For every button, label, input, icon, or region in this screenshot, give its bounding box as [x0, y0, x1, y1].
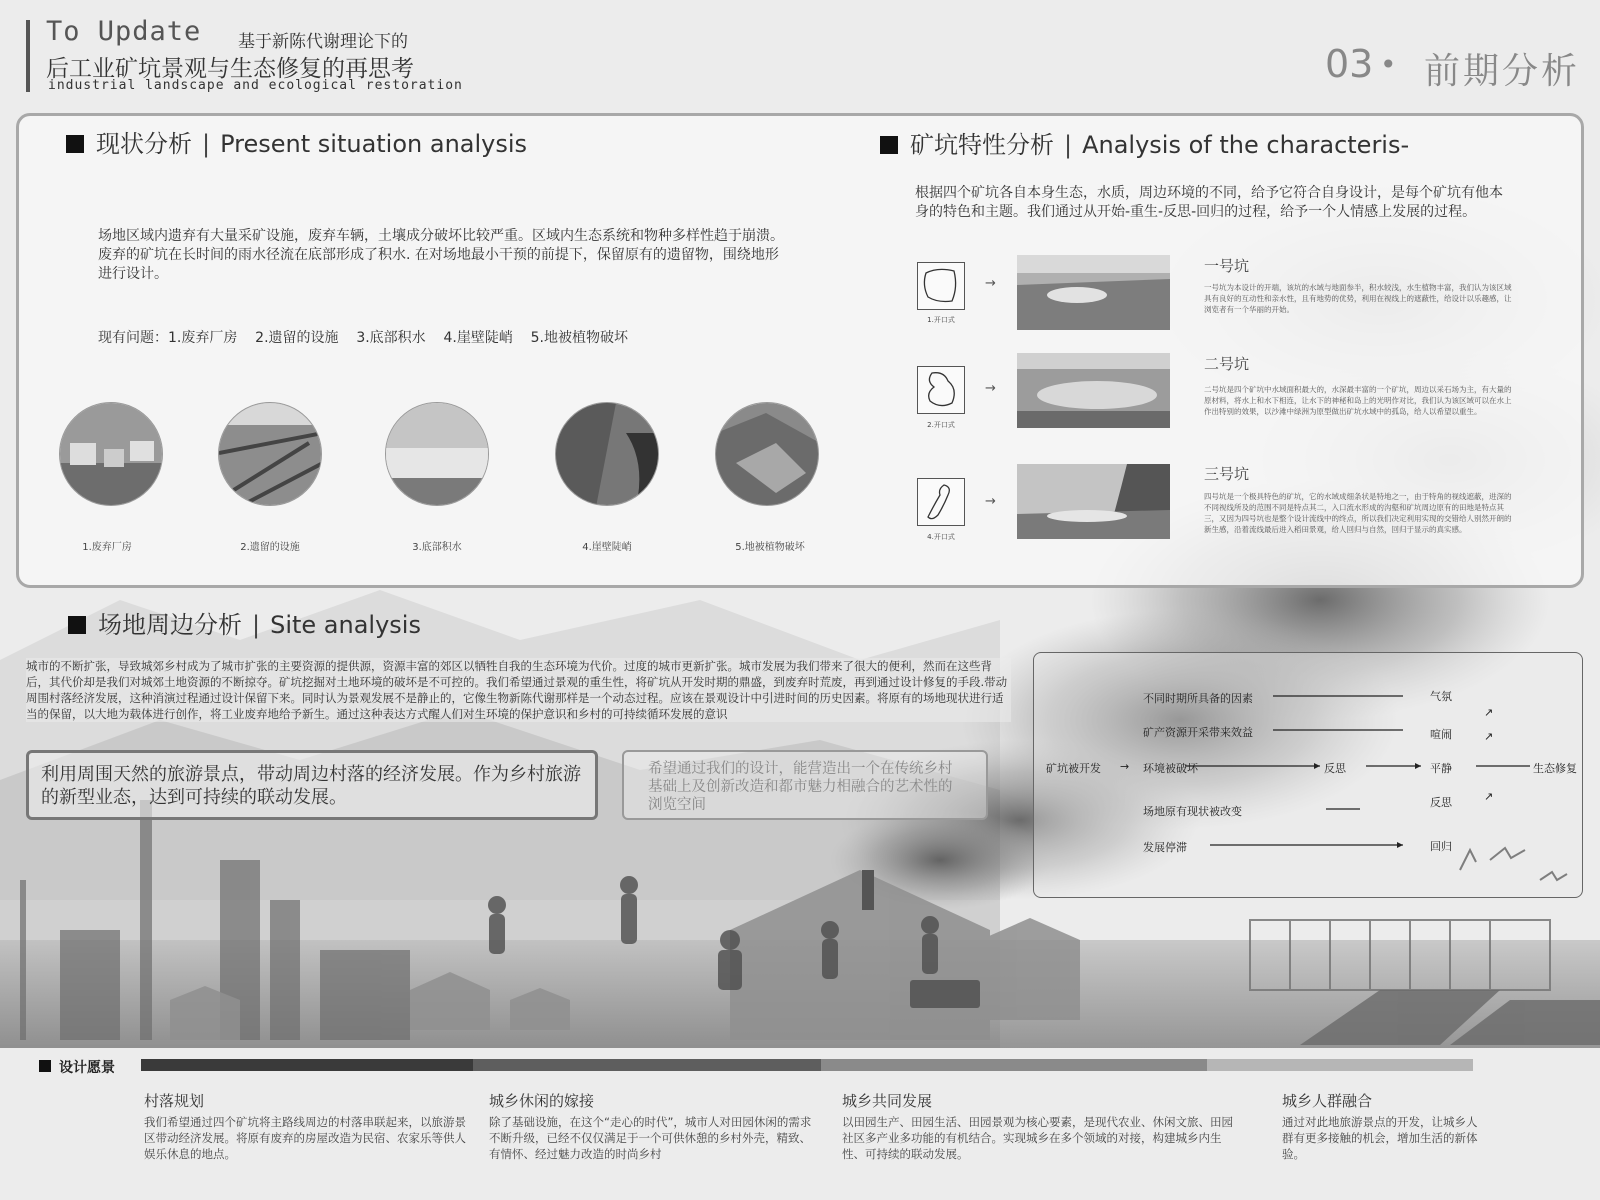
site-title-sep: |: [252, 611, 261, 639]
photo-remaining-facilities: [218, 402, 322, 506]
flow-row-5: 发展停滞: [1143, 841, 1187, 854]
site-highlight-box: 利用周围天然的旅游景点，带动周边村落的经济发展。作为乡村旅游的新型业态，达到可持续的联动发展。: [26, 750, 598, 820]
flow-right-3: 平静: [1430, 762, 1452, 775]
pit-2-text: 二号坑是四个矿坑中水域面积最大的，水深最丰富的一个矿坑，周边以采石场为主，有大量的原材料，将水上和水下相连，让水下的神秘和岛上的光明作对比，我们认为该区域可以在水上作出特别的效果，以沙滩中绿洲为原型做出矿坑水域中的孤岛，给人以希望以重生。: [1204, 385, 1512, 416]
flow-row-4: 场地原有现状被改变: [1143, 805, 1242, 818]
vision-bar-4: [1207, 1059, 1473, 1071]
flow-mid: 反思: [1324, 762, 1346, 775]
flow-end: 生态修复: [1533, 762, 1577, 775]
pit-3-text: 四号坑是一个极具特色的矿坑，它的水域成细条状是特地之一，由于特角的视线遮蔽，进深的不同视线所及的范围不同是特点其二，入口流水形成的沟壑和矿坑周边原有的田地是特点其三，又因为四号坑也是整个设计流线中的终点，所以我们决定利用实现的交错给人别然开朗的新生感，沿着流线最后进入稻田景观，给人回归与自然，回归于显示的真实感。: [1204, 492, 1512, 534]
vision-heading: [39, 1057, 115, 1077]
flow-right-4: 反思: [1430, 796, 1452, 809]
vision-col-4-title: 城乡人群融合: [1282, 1092, 1373, 1110]
character-paragraph: 根据四个矿坑各自本身生态，水质，周边环境的不同，给予它符合自身设计，是每个矿坑有他本身的特色和主题。我们通过从开始-重生-反思-回归的过程，给予一个人情感上发展的过程。: [915, 185, 1503, 220]
flow-small-arrow-2: ↗: [1484, 730, 1494, 743]
section-dot: •: [1380, 48, 1397, 81]
pit-2-caption: 2.开口式: [927, 421, 955, 429]
flow-start: 矿坑被开发: [1046, 762, 1101, 775]
vision-heading-text: 设计愿景: [59, 1060, 115, 1076]
vision-bar-2: [473, 1059, 821, 1071]
flow-small-arrow-3: ↗: [1484, 790, 1494, 803]
present-paragraph: 场地区域内遗弃有大量采矿设施，废弃车辆，土壤成分破坏比较严重。区域内生态系统和物种多样性趋于崩溃。 废弃的矿坑在长时间的雨水径流在底部形成了积水. 在对场地最小干预的前提下，保留原有的遗留物，围绕地形进行设计。: [98, 228, 784, 282]
photo-label-5: 5.地被植物破坏: [735, 542, 805, 553]
photo-abandoned-factory: [59, 402, 163, 506]
photo-label-3: 3.底部积水: [412, 542, 462, 553]
flow-right-5: 回归: [1430, 840, 1452, 853]
section-title: 前期分析: [1424, 51, 1581, 92]
present-title-cn: 现状分析: [96, 130, 192, 158]
flow-small-arrow-1: ↗: [1484, 706, 1494, 719]
photo-ground-vegetation: [715, 402, 819, 506]
header-subtitle: 基于新陈代谢理论下的: [238, 32, 408, 52]
vision-bar-3: [821, 1059, 1207, 1071]
pit-1-caption: 1.开口式: [927, 316, 955, 324]
photo-bottom-water: [385, 402, 489, 506]
flow-connectors: [1033, 652, 1583, 898]
vision-col-2-text: 除了基础设施，在这个“走心的时代”，城市人对田园休闲的需求不断升级，已经不仅仅满足于一个可供休憩的乡村外壳，精致、有情怀、经过魅力改造的时尚乡村: [489, 1115, 812, 1161]
present-issues: 现有问题：1.废弃厂房 2.遗留的设施 3.底部积水 4.崖壁陡峭 5.地被植物破坏: [98, 330, 628, 346]
vision-col-1-title: 村落规划: [144, 1092, 205, 1110]
vision-bar-1: [141, 1059, 473, 1071]
site-title-cn: 场地周边分析: [98, 611, 242, 639]
header-bar: [26, 20, 30, 92]
character-title-sep: |: [1064, 131, 1073, 159]
pit-2-photo: [1017, 353, 1170, 428]
present-title-sep: |: [202, 130, 211, 158]
flow-row-2: 矿产资源开采带来效益: [1143, 726, 1253, 739]
square-bullet-icon: [880, 136, 898, 154]
photo-label-4: 4.崖壁陡峭: [582, 542, 632, 553]
pit-3-arrow: →: [985, 494, 996, 509]
vision-col-4-text: 通过对此地旅游景点的开发，让城乡人群有更多接触的机会，增加生活的新体验。: [1282, 1115, 1478, 1161]
flow-right-2: 喧闹: [1430, 728, 1452, 741]
site-paragraph: 城市的不断扩张，导致城郊乡村成为了城市扩张的主要资源的提供源，资源丰富的郊区以牺牲自我的生态环境为代价。过度的城市更新扩张。城市发展为我们带来了很大的便利，然而在这些背后，其代价却是我们对城郊土地资源的不断掠夺。矿坑挖掘对土地环境的破坏是不可控的。我们希望通过景观的重生性，将矿坑从开发时期的鼎盛，到废弃时荒废，再到通过设计修复的手段.带动周围村落经济发展，这种消演过程通过设计保留下来。同时认为景观发展不是静止的，它像生物新陈代谢那样是一个动态过程。应该在景观设计中引进时间的历史因素。将原有的场地现状进行适当的保留，以大地为载体进行创作，将工业废弃地给予新生。通过这种表达方式醒人们对生环境的保护意识和乡村的可持续循环发展的意识: [26, 658, 1011, 722]
header-en-title: To Update: [46, 16, 202, 47]
header-cn-title: 后工业矿坑景观与生态修复的再思考: [46, 56, 414, 82]
photo-label-2: 2.遗留的设施: [240, 542, 300, 553]
flow-row-3: 环境被破坏: [1143, 762, 1198, 775]
pit-2-arrow: →: [985, 381, 996, 396]
pit-3-photo: [1017, 464, 1170, 539]
pit-3-caption: 4.开口式: [927, 533, 955, 541]
flow-row-1: 不同时期所具备的因素: [1143, 692, 1253, 705]
section-number: 03: [1325, 42, 1374, 86]
present-title: [66, 124, 527, 159]
flow-right-1: 气氛: [1430, 690, 1452, 703]
pit-1-title: 一号坑: [1204, 257, 1250, 275]
pit-1-outline-icon: [917, 262, 965, 310]
photo-steep-cliff: [555, 402, 659, 506]
vision-col-3-title: 城乡共同发展: [842, 1092, 933, 1110]
photo-label-1: 1.废弃厂房: [82, 542, 132, 553]
header-en-small: industrial landscape and ecological restoration: [48, 78, 463, 93]
square-bullet-icon: [68, 616, 86, 634]
pit-2-outline-icon: [917, 366, 965, 414]
pit-1-arrow: →: [985, 276, 996, 291]
character-title-cn: 矿坑特性分析: [910, 131, 1054, 159]
square-bullet-icon: [66, 135, 84, 153]
site-title-en: Site analysis: [270, 611, 421, 639]
vision-col-1-text: 我们希望通过四个矿坑将主路线周边的村落串联起来，以旅游景区带动经济发展。将原有废弃的房屋改造为民宿、农家乐等供人娱乐休息的地点。: [144, 1115, 466, 1161]
pit-1-text: 一号坑为本设计的开端，该坑的水域与地面参半，积水较浅，水生植物丰富，我们认为该区域具有良好的互动性和亲水性，且有地势的优势，利用在视线上的遮蔽性，给设计以乐趣感，让浏览者有一个华丽的开始。: [1204, 283, 1512, 314]
vision-col-2-title: 城乡休闲的嫁接: [489, 1092, 595, 1110]
vision-col-3-text: 以田园生产、田园生活、田园景观为核心要素，是现代农业、休闲文旅、田园社区多产业多功能的有机结合。实现城乡在多个领域的对接，构建城乡内生性、可持续的联动发展。: [842, 1115, 1233, 1161]
pit-2-title: 二号坑: [1204, 355, 1250, 373]
flow-start-arrow: →: [1120, 760, 1130, 773]
square-bullet-icon: [39, 1060, 51, 1072]
character-title-en: Analysis of the characteris-: [1082, 131, 1410, 159]
pit-1-photo: [1017, 255, 1170, 330]
present-title-en: Present situation analysis: [220, 130, 528, 158]
site-hope-box: 希望通过我们的设计，能营造出一个在传统乡村基础上及创新改造和都市魅力相融合的艺术性的浏览空间: [622, 750, 988, 820]
character-title: [880, 125, 1409, 160]
pit-3-title: 三号坑: [1204, 465, 1250, 483]
pit-3-outline-icon: [917, 478, 965, 526]
site-title: [68, 605, 421, 640]
